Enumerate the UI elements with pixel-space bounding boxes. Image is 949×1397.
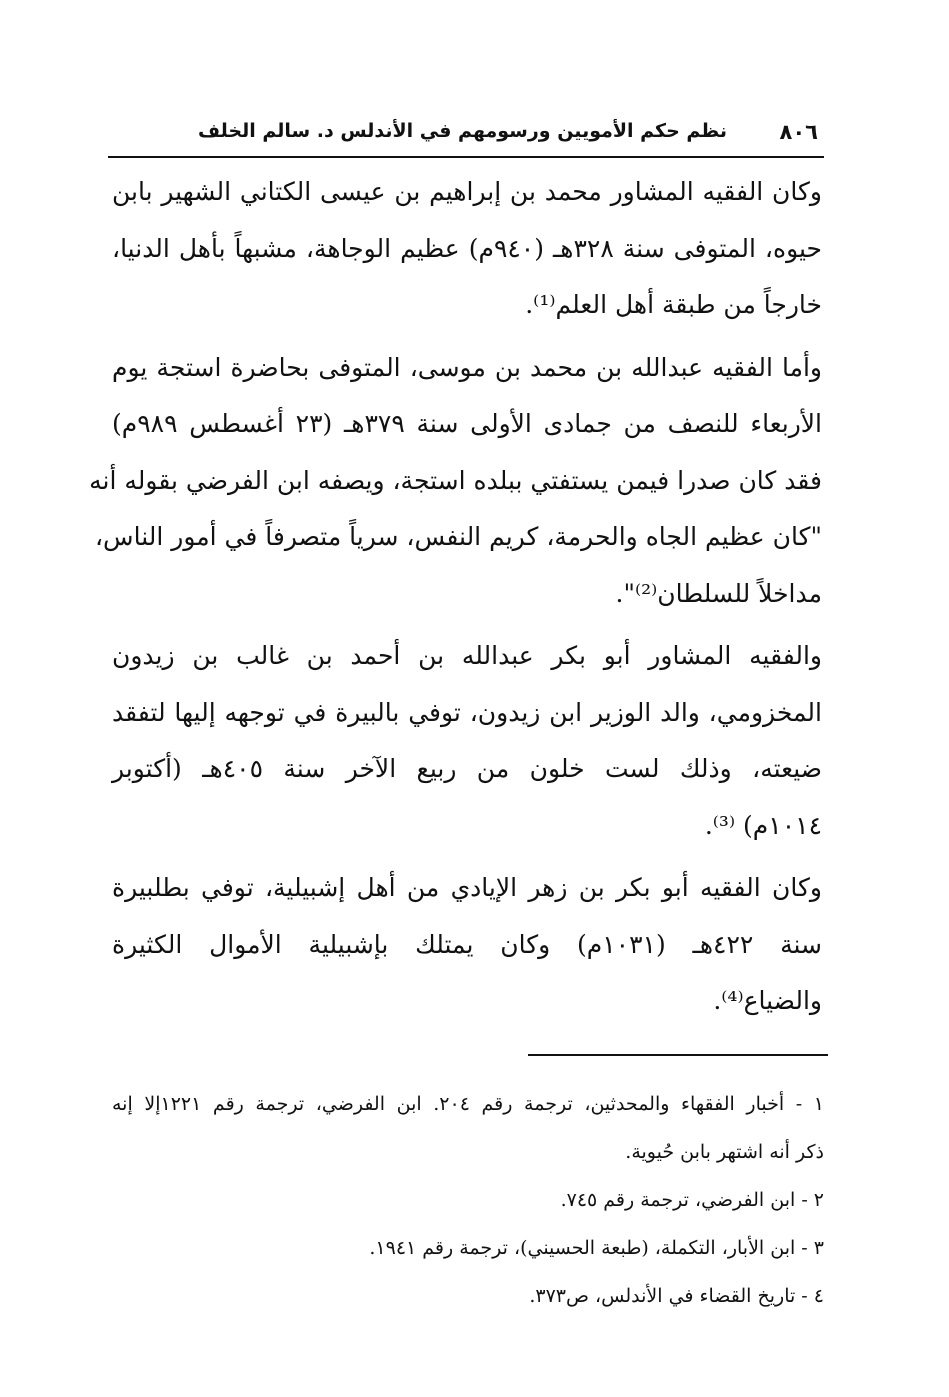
footnotes: [112, 1080, 824, 1320]
header-rule: [108, 156, 824, 158]
footnote-4: ٤ - تاريخ القضاء في الأندلس، ص٣٧٣.: [529, 1285, 824, 1307]
text-line: خارجاً من طبقة أهل العلم⁽¹⁾.: [525, 290, 822, 319]
text-line: ١٠١٤م) ⁽³⁾.: [704, 810, 822, 840]
text-line: وكان الفقيه أبو بكر بن زهر الإيادي من أهل إشبيلية، توفي بطلبيرة: [112, 873, 822, 902]
text-line: سنة ٤٢٢هـ (١٠٣١م) وكان يمتلك بإشبيلية الأموال الكثيرة: [112, 929, 822, 959]
footnote-1: ١ - أخبار الفقهاء والمحدثين، ترجمة رقم ٢٠٤. ابن الفرضي، ترجمة رقم ١٢٢١إلا إنه: [112, 1093, 824, 1115]
paragraph-3: [112, 628, 822, 854]
footnote-2: ٢ - ابن الفرضي، ترجمة رقم ٧٤٥.: [560, 1189, 824, 1211]
text-line: وكان الفقيه المشاور محمد بن إبراهيم بن عيسى الكتاني الشهير بابن: [112, 177, 822, 206]
footnote-rule: [528, 1054, 828, 1056]
text-line: ضيعته، وذلك لست خلون من ربيع الآخر سنة ٤٠٥هـ (أكتوبر: [112, 754, 822, 783]
text-line: "كان عظيم الجاه والحرمة، كريم النفس، سرياً متصرفاً في أمور الناس،: [94, 522, 822, 551]
paragraph-2: [89, 340, 822, 623]
text-line: الأربعاء للنصف من جمادى الأولى سنة ٣٧٩هـ (٢٣ أغسطس ٩٨٩م): [112, 409, 822, 438]
paragraph-1: [112, 164, 822, 334]
page-number: ٨٠٦: [779, 120, 818, 144]
text-line: فقد كان صدرا فيمن يستفتي ببلده استجة، ويصفه ابن الفرضي بقوله أنه: [89, 465, 822, 495]
main-text: [89, 164, 822, 1036]
text-line: والفقيه المشاور أبو بكر عبدالله بن أحمد بن غالب بن زيدون: [112, 641, 822, 670]
page-header: [108, 118, 826, 156]
footnote-3: ٣ - ابن الأبار، التكملة، (طبعة الحسيني)، ترجمة رقم ١٩٤١.: [369, 1237, 824, 1259]
text-line: حيوه، المتوفى سنة ٣٢٨هـ (٩٤٠م) عظيم الوجاهة، مشبهاً بأهل الدنيا،: [112, 233, 822, 263]
text-line: مداخلاً للسلطان⁽²⁾".: [615, 578, 822, 608]
text-line: وأما الفقيه عبدالله بن محمد بن موسى، المتوفى بحاضرة استجة يوم: [112, 352, 822, 382]
text-line: المخزومي، والد الوزير ابن زيدون، توفي بالبيرة في توجهه إليها لتفقد: [112, 697, 822, 727]
running-title: نظم حكم الأمويين ورسومهم في الأندلس د. سالم الخلف: [198, 120, 727, 142]
text-line: والضياع⁽⁴⁾.: [713, 986, 822, 1015]
paragraph-4: [112, 860, 822, 1030]
footnote-1-continued: ذكر أنه اشتهر بابن حُيوية.: [625, 1141, 824, 1163]
